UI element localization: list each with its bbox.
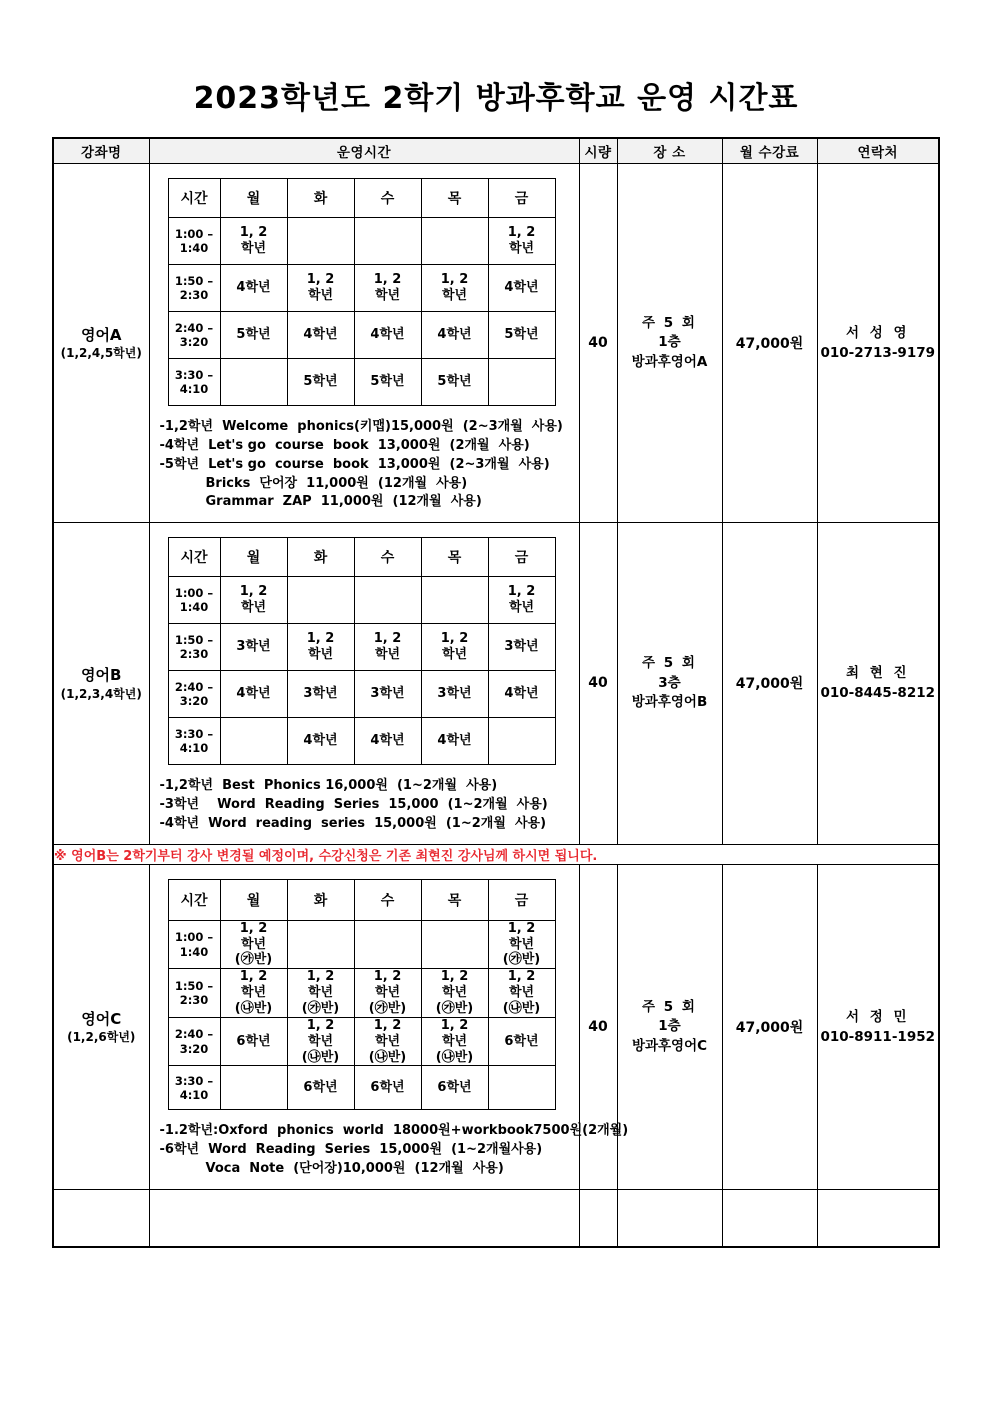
time-slot: 1:50 – 2:30 (168, 265, 220, 312)
schedule-row (168, 1066, 555, 1110)
schedule-header-thu: 목 (421, 879, 488, 920)
schedule-cell-mon: 4학년 (220, 671, 287, 718)
table-header-row (53, 138, 939, 164)
course-grades: (1,2,3,4학년) (60, 686, 142, 701)
schedule-row (168, 312, 555, 359)
schedule-cell-wed: 3학년 (354, 671, 421, 718)
schedule-cell-thu (421, 920, 488, 969)
course-grades: (1,2,4,5학년) (60, 346, 142, 361)
schedule-header-wed: 수 (354, 538, 421, 577)
schedule-cell-tue: 1, 2 학년 (287, 265, 354, 312)
place-floor: 1층 (658, 1018, 681, 1035)
note-line: -3학년 Word Reading Series 15,000 (1~2개월 사용) (159, 797, 548, 813)
schedule-cell-mon: 3학년 (220, 624, 287, 671)
note-line: -4학년 Let's go course book 13,000원 (2개월 사용) (159, 437, 530, 453)
note-line: Bricks 단어장 11,000원 (12개월 사용) (205, 475, 468, 491)
place-floor: 1층 (658, 334, 681, 351)
schedule-header-thu: 목 (421, 538, 488, 577)
schedule-cell-fri (488, 718, 555, 765)
table-row-english-b (53, 523, 939, 845)
course-name: 영어A (80, 325, 122, 344)
notice-cell (53, 844, 939, 864)
schedule-grid (168, 178, 556, 406)
place-room: 방과후영어C (631, 1037, 708, 1054)
place-cell (617, 164, 722, 523)
contact-cell (817, 864, 939, 1189)
timetable (52, 137, 940, 1248)
schedule-cell-thu: 4학년 (421, 312, 488, 359)
time-slot: 1:00 – 1:40 (168, 577, 220, 624)
table-row-english-c (53, 864, 939, 1189)
schedule-row (168, 218, 555, 265)
time-slot: 3:30 – 4:10 (168, 1066, 220, 1110)
time-slot: 1:00 – 1:40 (168, 920, 220, 969)
schedule-cell-wed: 1, 2 학년 (354, 624, 421, 671)
note-line: -4학년 Word reading series 15,000원 (1~2개월 사용) (159, 815, 547, 831)
course-notes (150, 771, 579, 844)
note-line: Grammar ZAP 11,000원 (12개월 사용) (205, 494, 482, 510)
schedule-cell-wed: 1, 2 학년 (354, 265, 421, 312)
schedule-cell-tue: 1, 2 학년 (㉮반) (287, 969, 354, 1018)
schedule-header-tue: 화 (287, 179, 354, 218)
note-line: -1,2학년 Best Phonics 16,000원 (1~2개월 사용) (159, 778, 498, 794)
schedule-cell-mon: 5학년 (220, 312, 287, 359)
time-slot: 1:50 – 2:30 (168, 624, 220, 671)
course-name-cell (53, 523, 149, 845)
schedule-cell-mon: 1, 2 학년 (220, 577, 287, 624)
time-slot: 2:40 – 3:20 (168, 671, 220, 718)
time-slot: 2:40 – 3:20 (168, 1017, 220, 1066)
schedule-header-fri: 금 (488, 538, 555, 577)
schedule-cell-wed: 1, 2 학년 (㉯반) (354, 1017, 421, 1066)
schedule-cell (149, 523, 579, 845)
contact-cell (817, 164, 939, 523)
schedule-cell-wed (354, 920, 421, 969)
teacher-name: 서 성 영 (845, 324, 910, 341)
schedule-header-wed: 수 (354, 879, 421, 920)
schedule-header-time: 시간 (168, 538, 220, 577)
hours-cell: 40 (579, 523, 617, 845)
schedule-cell-thu: 1, 2 학년 (㉮반) (421, 969, 488, 1018)
teacher-phone: 010-8911-1952 (820, 1028, 936, 1045)
schedule-header-mon: 월 (220, 538, 287, 577)
schedule-cell-wed: 4학년 (354, 312, 421, 359)
course-notes (150, 1116, 629, 1189)
schedule-header-time: 시간 (168, 179, 220, 218)
place-cell (617, 864, 722, 1189)
schedule-cell-thu (421, 577, 488, 624)
spacer-row (53, 1190, 939, 1248)
schedule-cell-fri (488, 1066, 555, 1110)
schedule-cell-fri: 1, 2 학년 (488, 577, 555, 624)
time-slot: 2:40 – 3:20 (168, 312, 220, 359)
schedule-cell-thu: 3학년 (421, 671, 488, 718)
schedule-header-mon: 월 (220, 179, 287, 218)
schedule-header-mon: 월 (220, 879, 287, 920)
schedule-header-fri: 금 (488, 179, 555, 218)
spacer-cell (722, 1190, 817, 1248)
schedule-row (168, 920, 555, 969)
teacher-name: 서 정 민 (845, 1008, 910, 1025)
place-frequency: 주 5 회 (642, 998, 697, 1015)
fee-cell: 47,000원 (722, 523, 817, 845)
schedule-cell-tue: 3학년 (287, 671, 354, 718)
course-grades: (1,2,6학년) (67, 1029, 136, 1044)
schedule-header-tue: 화 (287, 879, 354, 920)
hours-cell: 40 (579, 164, 617, 523)
schedule-cell-wed: 6학년 (354, 1066, 421, 1110)
course-notes (150, 412, 579, 522)
schedule-cell-tue (287, 577, 354, 624)
schedule-header-tue: 화 (287, 538, 354, 577)
header-course: 강좌명 (53, 138, 149, 164)
schedule-row (168, 577, 555, 624)
schedule-cell-wed: 5학년 (354, 359, 421, 406)
schedule-cell-tue (287, 920, 354, 969)
schedule-cell-fri: 1, 2 학년 (488, 218, 555, 265)
schedule-cell-thu (421, 218, 488, 265)
place-frequency: 주 5 회 (642, 655, 697, 672)
time-slot: 3:30 – 4:10 (168, 718, 220, 765)
time-slot: 1:00 – 1:40 (168, 218, 220, 265)
notice-row (53, 844, 939, 864)
place-floor: 3층 (658, 674, 681, 691)
spacer-cell (53, 1190, 149, 1248)
schedule-cell-tue: 5학년 (287, 359, 354, 406)
header-fee: 월 수강료 (722, 138, 817, 164)
spacer-cell (579, 1190, 617, 1248)
schedule-header-thu: 목 (421, 179, 488, 218)
teacher-name: 최 현 진 (845, 665, 910, 682)
spacer-cell (817, 1190, 939, 1248)
fee-cell: 47,000원 (722, 864, 817, 1189)
spacer-cell (617, 1190, 722, 1248)
place-frequency: 주 5 회 (642, 314, 697, 331)
schedule-cell-wed (354, 577, 421, 624)
schedule-cell-tue: 6학년 (287, 1066, 354, 1110)
note-line: -1,2학년 Welcome phonics(키맵)15,000원 (2~3개월 사용) (159, 419, 563, 434)
schedule-grid (168, 537, 556, 765)
course-name-cell (53, 164, 149, 523)
schedule-header-row (168, 179, 555, 218)
schedule-cell-tue: 1, 2 학년 (㉯반) (287, 1017, 354, 1066)
notice-text: ※ 영어B는 2학기부터 강사 변경될 예정이며, 수강신청은 기존 최현진 강사님께 하시면 됩니다. (54, 848, 598, 864)
course-name: 영어B (81, 666, 122, 685)
schedule-cell-wed: 1, 2 학년 (㉮반) (354, 969, 421, 1018)
page-title: 2023학년도 2학기 방과후학교 운영 시간표 (193, 81, 799, 116)
schedule-cell-mon (220, 718, 287, 765)
schedule-header-fri: 금 (488, 879, 555, 920)
schedule-cell-mon: 1, 2 학년 (㉮반) (220, 920, 287, 969)
schedule-row (168, 718, 555, 765)
header-contact: 연락처 (817, 138, 939, 164)
schedule-cell-fri: 5학년 (488, 312, 555, 359)
place-cell (617, 523, 722, 845)
time-slot: 1:50 – 2:30 (168, 969, 220, 1018)
note-line: -1.2학년:Oxford phonics world 18000원+workbook7500원(2개월) (159, 1123, 629, 1139)
schedule-block (150, 865, 579, 1117)
schedule-cell-fri: 1, 2 학년 (㉮반) (488, 920, 555, 969)
schedule-cell-thu: 1, 2 학년 (㉯반) (421, 1017, 488, 1066)
schedule-row (168, 671, 555, 718)
header-place: 장 소 (617, 138, 722, 164)
schedule-cell-mon: 6학년 (220, 1017, 287, 1066)
schedule-cell-tue: 4학년 (287, 312, 354, 359)
schedule-row (168, 359, 555, 406)
note-line: Voca Note (단어장)10,000원 (12개월 사용) (205, 1161, 504, 1177)
schedule-cell-mon: 4학년 (220, 265, 287, 312)
schedule-cell-fri (488, 359, 555, 406)
schedule-row (168, 624, 555, 671)
schedule-cell-mon: 1, 2 학년 (㉯반) (220, 969, 287, 1018)
schedule-block (150, 523, 579, 771)
schedule-grid (168, 879, 556, 1111)
schedule-row (168, 1017, 555, 1066)
schedule-row (168, 969, 555, 1018)
schedule-cell-mon (220, 359, 287, 406)
schedule-cell-fri: 4학년 (488, 265, 555, 312)
schedule-cell-tue (287, 218, 354, 265)
schedule-row (168, 265, 555, 312)
schedule-cell-fri: 1, 2 학년 (㉯반) (488, 969, 555, 1018)
schedule-header-row (168, 538, 555, 577)
note-line: -5학년 Let's go course book 13,000원 (2~3개월 사용) (159, 456, 550, 472)
schedule-header-time: 시간 (168, 879, 220, 920)
schedule-cell-tue: 1, 2 학년 (287, 624, 354, 671)
schedule-header-wed: 수 (354, 179, 421, 218)
schedule-cell-fri: 4학년 (488, 671, 555, 718)
spacer-cell (149, 1190, 579, 1248)
schedule-cell-thu: 1, 2 학년 (421, 265, 488, 312)
course-name: 영어C (81, 1009, 122, 1028)
schedule-cell-thu: 1, 2 학년 (421, 624, 488, 671)
teacher-phone: 010-2713-9179 (820, 345, 936, 362)
schedule-cell-thu: 5학년 (421, 359, 488, 406)
fee-cell: 47,000원 (722, 164, 817, 523)
schedule-cell-thu: 6학년 (421, 1066, 488, 1110)
table-row-english-a (53, 164, 939, 523)
course-name-cell (53, 864, 149, 1189)
schedule-cell-wed: 4학년 (354, 718, 421, 765)
schedule-cell-fri: 3학년 (488, 624, 555, 671)
place-room: 방과후영어B (631, 694, 708, 711)
contact-cell (817, 523, 939, 845)
header-hours: 시량 (579, 138, 617, 164)
note-line: -6학년 Word Reading Series 15,000원 (1~2개월사용) (159, 1142, 543, 1158)
schedule-header-row (168, 879, 555, 920)
header-schedule: 운영시간 (149, 138, 579, 164)
schedule-cell (149, 864, 629, 1189)
schedule-cell-thu: 4학년 (421, 718, 488, 765)
schedule-cell-tue: 4학년 (287, 718, 354, 765)
place-room: 방과후영어A (631, 353, 708, 370)
schedule-cell-wed (354, 218, 421, 265)
time-slot: 3:30 – 4:10 (168, 359, 220, 406)
schedule-block (150, 164, 579, 412)
teacher-phone: 010-8445-8212 (820, 685, 936, 702)
hours-cell: 40 (579, 864, 617, 1189)
schedule-cell (149, 164, 579, 523)
schedule-cell-mon: 1, 2 학년 (220, 218, 287, 265)
schedule-cell-fri: 6학년 (488, 1017, 555, 1066)
schedule-cell-mon (220, 1066, 287, 1110)
